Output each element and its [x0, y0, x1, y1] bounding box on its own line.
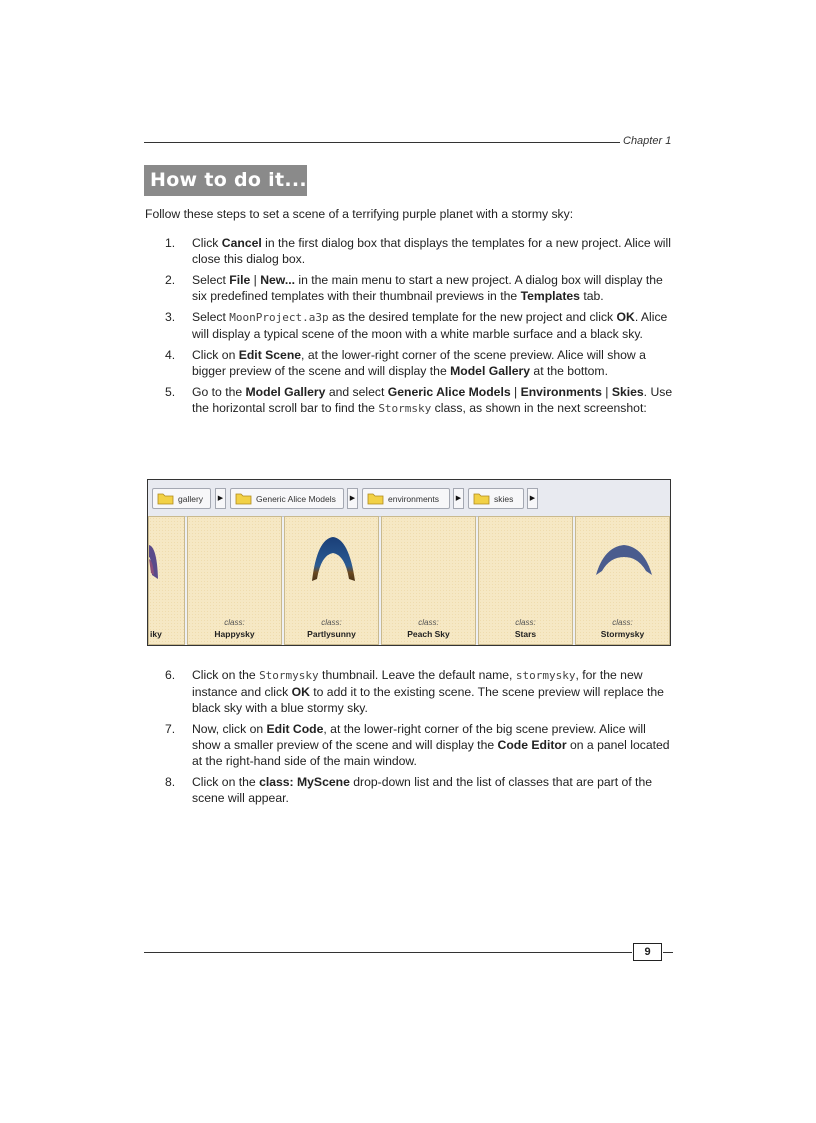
crumb-gallery[interactable] [152, 488, 211, 509]
step-text-run: as the desired template for the new project and click [328, 310, 617, 324]
step-text-run: Now, click on [192, 722, 267, 736]
step-ui-term: Model Gallery [245, 385, 326, 399]
step-ui-term: Model Gallery [450, 364, 531, 378]
step-ui-term: class: MyScene [259, 775, 350, 789]
tile-name: Stars [514, 629, 537, 639]
step-ui-term: Cancel [221, 236, 262, 250]
step-text [192, 774, 673, 806]
footer-rule-right [663, 952, 673, 953]
step-ui-term: Generic Alice Models [387, 385, 511, 399]
step-text-run: Click [192, 236, 222, 250]
tile-name: iky [150, 629, 162, 639]
step-text-run: Select [192, 273, 230, 287]
steps-list-continued [165, 667, 673, 811]
crumb-arrow[interactable]: ▶ [215, 488, 226, 509]
steps-list [165, 235, 673, 422]
step-item [165, 384, 673, 417]
step-code-term: Stormsky [378, 402, 432, 415]
purple-sky-thumbnail [149, 517, 186, 646]
tile-name: Happysky [214, 629, 255, 639]
step-ui-term: Templates [520, 289, 580, 303]
step-text [192, 667, 673, 716]
step-text [192, 384, 673, 417]
step-ui-term: Skies [611, 385, 644, 399]
header-rule [144, 142, 620, 143]
tile-class: class: [515, 618, 536, 627]
step-text-run: to add it to the existing scene. The scene preview will replace the black sky with a blue stormy sky. [192, 685, 664, 715]
tile-class: class: [224, 618, 245, 627]
chapter-label: Chapter 1 [623, 135, 672, 147]
step-number: 7. [165, 722, 176, 736]
crumb-label: Generic Alice Models [256, 494, 336, 504]
crumb-label: gallery [178, 494, 204, 504]
tile-class: class: [418, 618, 439, 627]
step-text-run: . Alice will display a typical scene of the moon with a white marble surface and a black sky. [192, 310, 668, 341]
folder-icon [473, 492, 490, 505]
step-ui-term: File [229, 273, 251, 287]
section-heading: How to do it... [144, 165, 307, 196]
crumb-arrow[interactable]: ▶ [347, 488, 358, 509]
tile-name: Stormysky [600, 629, 645, 639]
step-text-run: class, as shown in the next screenshot: [431, 401, 647, 415]
step-number: 2. [165, 273, 176, 287]
gallery-tile-partlysunny[interactable] [284, 516, 379, 645]
gallery-tile-stormysky[interactable] [575, 516, 670, 645]
crumb-label: environments [388, 494, 440, 504]
step-text-run: Select [192, 310, 230, 324]
step-text-run: in the main menu to start a new project. A dialog box will display the six predefined templates with their thumbnail previews in the [192, 273, 663, 303]
step-item [165, 309, 673, 342]
gallery-tile-peachsky[interactable] [381, 516, 476, 645]
step-text [192, 721, 673, 769]
step-text-run: on a panel located at the right-hand side of the main window. [192, 738, 670, 768]
step-text-run: | [250, 273, 261, 287]
tile-class: class: [321, 618, 342, 627]
step-code-term: stormysky [515, 669, 576, 682]
step-text-run: , at the lower-right corner of the big scene preview. Alice will show a smaller preview of the scene and will display the [192, 722, 646, 752]
tile-name: Partlysunny [307, 629, 356, 639]
model-gallery-screenshot [147, 479, 671, 646]
step-item [165, 721, 673, 769]
step-number: 8. [165, 775, 176, 789]
step-ui-term: Edit Code [266, 722, 324, 736]
step-text-run: and select [325, 385, 388, 399]
gallery-tiles [148, 516, 670, 646]
step-number: 4. [165, 348, 176, 362]
crumb-environments[interactable] [362, 488, 450, 509]
step-number: 5. [165, 385, 176, 399]
step-number: 6. [165, 668, 176, 682]
step-ui-term: Edit Scene [238, 348, 302, 362]
folder-icon [157, 492, 174, 505]
crumb-label: skies [494, 494, 514, 504]
gallery-tile-happysky[interactable] [187, 516, 282, 645]
step-text-run: , at the lower-right corner of the scene preview. Alice will show a bigger preview of the scene and will display the [192, 348, 646, 378]
step-item [165, 235, 673, 267]
step-text-run: . Use the horizontal scroll bar to find the [192, 385, 673, 415]
gallery-tile-stars[interactable] [478, 516, 573, 645]
tile-class: class: [612, 618, 633, 627]
step-text-run: thumbnail. Leave the default name, [318, 668, 516, 682]
step-text [192, 309, 673, 342]
crumb-arrow[interactable]: ▶ [453, 488, 464, 509]
crumb-generic-alice-models[interactable] [230, 488, 344, 509]
step-text-run: Go to the [192, 385, 246, 399]
step-text-run: | [601, 385, 612, 399]
gallery-breadcrumb [148, 480, 670, 517]
step-item [165, 347, 673, 379]
step-text [192, 347, 673, 379]
crumb-skies[interactable] [468, 488, 524, 509]
step-item [165, 272, 673, 304]
step-text-run: in the first dialog box that displays the templates for a new project. Alice will close this dialog box. [192, 236, 671, 266]
step-number: 1. [165, 236, 176, 250]
step-ui-term: OK [291, 685, 310, 699]
step-text-run: , for the new instance and click [192, 668, 643, 699]
step-text [192, 272, 673, 304]
tile-name: Peach Sky [407, 629, 450, 639]
step-text-run: | [510, 385, 521, 399]
step-text-run: drop-down list and the list of classes that are part of the scene will appear. [192, 775, 652, 805]
step-ui-term: New... [260, 273, 295, 287]
intro-paragraph: Follow these steps to set a scene of a terrifying purple planet with a stormy sky: [145, 207, 574, 221]
step-text-run: Click on the [192, 775, 260, 789]
step-text-run: Click on [192, 348, 239, 362]
gallery-tile-partial[interactable] [148, 516, 185, 645]
step-ui-term: Code Editor [497, 738, 567, 752]
step-item [165, 774, 673, 806]
step-text-run: tab. [579, 289, 604, 303]
step-code-term: MoonProject.a3p [229, 311, 329, 324]
step-item [165, 667, 673, 716]
step-ui-term: OK [616, 310, 635, 324]
step-text-run: at the bottom. [530, 364, 608, 378]
footer-rule [144, 952, 632, 953]
page-number: 9 [633, 943, 662, 961]
step-code-term: Stormysky [259, 669, 319, 682]
step-number: 3. [165, 310, 176, 324]
step-text [192, 235, 673, 267]
folder-icon [367, 492, 384, 505]
folder-icon [235, 492, 252, 505]
step-ui-term: Environments [520, 385, 602, 399]
crumb-arrow[interactable]: ▶ [527, 488, 538, 509]
step-text-run: Click on the [192, 668, 260, 682]
